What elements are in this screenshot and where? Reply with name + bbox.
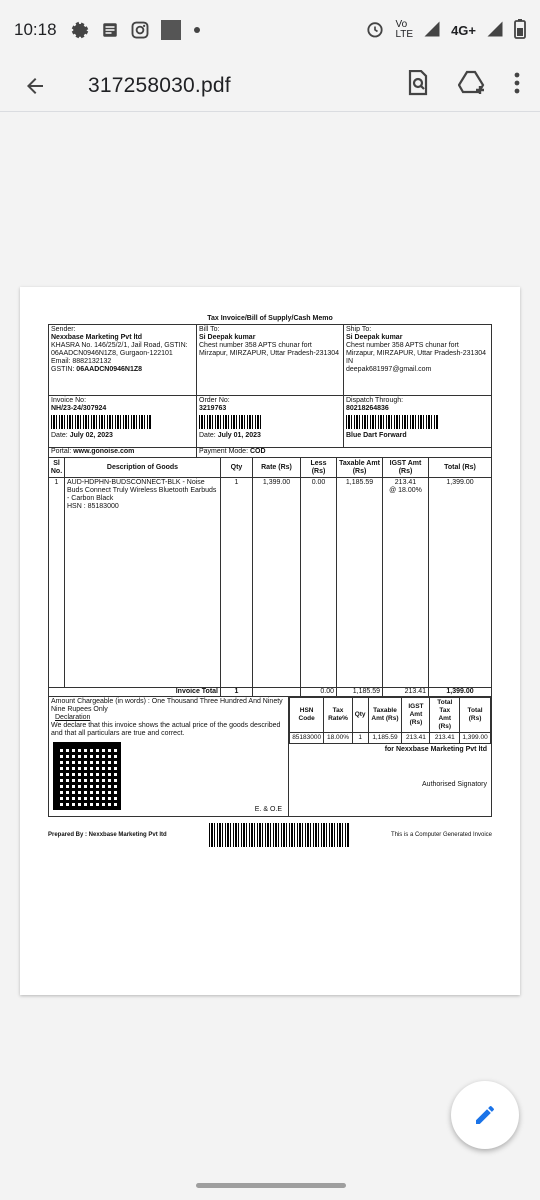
barcode-invoice xyxy=(51,415,151,429)
invoice-title: Tax Invoice/Bill of Supply/Cash Memo xyxy=(207,315,333,322)
gesture-nav-bar[interactable] xyxy=(196,1183,346,1188)
volte-indicator: Vo LTE xyxy=(395,19,414,40)
ship-to-block: Ship To: Si Deepak kumar Chest number 358 APTS chunar fort Mirzapur, MIRZAPUR, Uttar Pradesh-231304 IN deepak681997@gmail.com xyxy=(346,326,487,373)
drive-add-icon xyxy=(458,70,486,96)
status-time: 10:18 xyxy=(14,20,57,39)
search-document-button[interactable] xyxy=(406,70,430,101)
alarm-icon xyxy=(365,19,385,42)
back-button[interactable] xyxy=(0,74,70,98)
settings-icon xyxy=(71,21,89,39)
edit-pencil-icon xyxy=(473,1103,497,1127)
payment-mode: Payment Mode: COD xyxy=(199,448,266,455)
app-bar xyxy=(0,60,540,112)
dispatch-block: Dispatch Through: 80218264836 Blue Dart Forward xyxy=(344,396,491,447)
pdf-page[interactable] xyxy=(20,287,520,995)
file-title: 317258030.pdf xyxy=(88,73,231,97)
tax-table: HSN Code Tax Rate% Qty Taxable Amt (Rs) IGST Amt (Rs) Total Tax Amt (Rs) Total (Rs) 85183000 18.00% 1 1,185.59 213.41 213.41 1,399.00 xyxy=(289,697,491,744)
signal-icon-2 xyxy=(486,20,504,41)
notes-icon xyxy=(101,21,119,39)
more-vert-icon xyxy=(514,72,520,94)
invoice-no-block: Invoice No: NH/23-24/307924 Date: July 02, 2023 xyxy=(49,396,197,447)
portal: Portal: www.gonoise.com xyxy=(49,448,197,457)
more-options-button[interactable] xyxy=(514,72,520,99)
dot-icon xyxy=(193,26,201,34)
find-in-page-icon xyxy=(406,70,430,96)
amount-declaration: Amount Chargeable (in words) : One Thousand Three Hundred And Ninety Nine Rupees Only Declaration We declare that this invoice shows the actual price of the goods described and that all particulars are true and correct. E. & O.E xyxy=(49,697,289,816)
prepared-by: Prepared By : Nexxbase Marketing Pvt ltd xyxy=(48,832,167,838)
qr-code xyxy=(53,742,121,810)
signal-icon xyxy=(423,20,441,41)
barcode-order xyxy=(199,415,261,429)
tax-summary: HSN Code Tax Rate% Qty Taxable Amt (Rs) IGST Amt (Rs) Total Tax Amt (Rs) Total (Rs) 85183000 18.00% 1 1,185.59 213.41 213.41 1,399.00 for Nexxbase Marketing Pvt ltd Authorised Signatory xyxy=(289,697,491,816)
battery-icon xyxy=(514,19,526,42)
barcode-footer xyxy=(209,823,349,847)
app-square-icon xyxy=(161,20,181,40)
add-to-drive-button[interactable] xyxy=(458,70,486,101)
invoice xyxy=(48,315,492,847)
computer-generated-note: This is a Computer Generated Invoice xyxy=(390,832,492,838)
order-no-block: Order No: 3219763 Date: July 01, 2023 xyxy=(197,396,344,447)
item-description: AUD-HDPHN-BUDSCONNECT-BLK - Noise Buds Connect Truly Wireless Bluetooth Earbuds - Carbon Black HSN : 85183000 xyxy=(65,478,221,687)
edit-fab[interactable] xyxy=(451,1081,519,1149)
instagram-icon xyxy=(131,21,149,39)
sender-block: Sender: Nexxbase Marketing Pvt ltd KHASRA No. 146/25/2/1, Jail Road, GSTIN: 06AADCN0946N1Z8, Gurgaon-122101 Email: 8882132132 GSTIN: 06AADCN0946N1Z8 xyxy=(49,325,197,395)
items-header: Sl No. Description of Goods Qty Rate (Rs) Less (Rs) Taxable Amt (Rs) IGST Amt (Rs) Total (Rs) xyxy=(49,457,491,477)
table-row: 1 AUD-HDPHN-BUDSCONNECT-BLK - Noise Buds Connect Truly Wireless Bluetooth Earbuds - Carbon Black HSN : 85183000 1 1,399.00 0.00 1,185.59 213.41 @ 18.00% 1,399.00 xyxy=(49,477,491,687)
barcode-dispatch xyxy=(346,415,438,429)
status-bar xyxy=(0,0,540,60)
network-type: 4G+ xyxy=(451,22,476,38)
arrow-back-icon xyxy=(23,74,47,98)
invoice-total-row: Invoice Total 1 0.00 1,185.59 213.41 1,399.00 xyxy=(49,687,491,696)
bill-to-block: Bill To: Si Deepak kumar Chest number 358 APTS chunar fort Mirzapur, MIRZAPUR, Uttar Pradesh-231304 xyxy=(197,325,344,395)
